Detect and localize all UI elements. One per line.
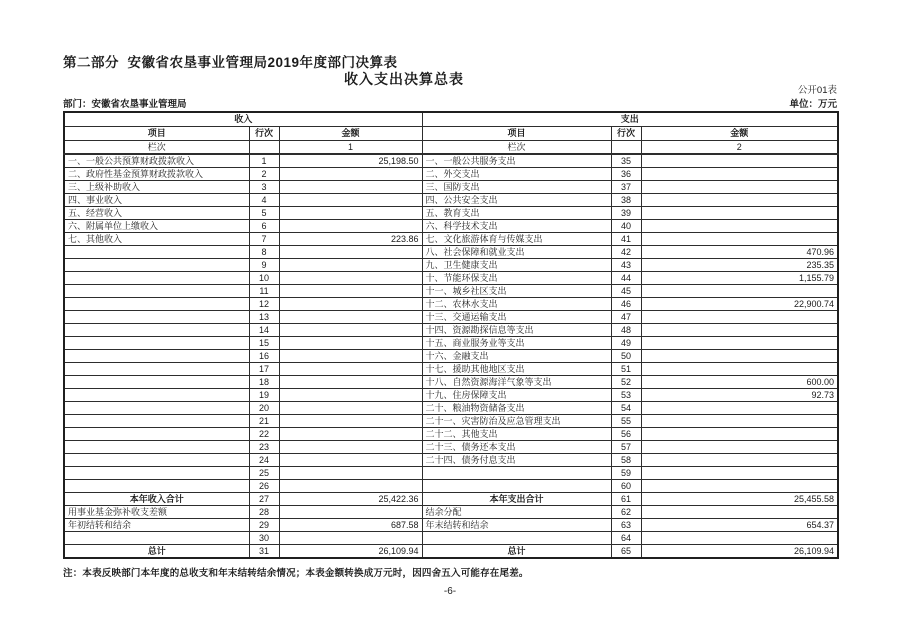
expense-line-cell: 48: [611, 324, 641, 337]
expense-amount-cell: [641, 363, 838, 376]
expense-line-cell: 51: [611, 363, 641, 376]
income-section-header: 收入: [64, 112, 422, 127]
income-line-cell: 23: [249, 441, 279, 454]
income-item-cell: 一、一般公共预算财政拨款收入: [64, 154, 249, 168]
expense-amount-cell: [641, 467, 838, 480]
department-label: 部门：安徽省农垦事业管理局: [63, 99, 187, 110]
expense-amount-cell: [641, 350, 838, 363]
income-amount-cell: [279, 415, 422, 428]
income-line-cell: 19: [249, 389, 279, 402]
income-line-cell: 26: [249, 480, 279, 493]
income-amount-cell: 25,422.36: [279, 493, 422, 506]
expense-item-cell: 二十四、债务付息支出: [422, 454, 611, 467]
income-line-cell: 10: [249, 272, 279, 285]
income-expense-summary-table: [63, 111, 839, 559]
table-row: [64, 545, 838, 559]
income-item-cell: [64, 246, 249, 259]
expense-item-cell: 总计: [422, 545, 611, 559]
income-amount-cell: 223.86: [279, 233, 422, 246]
income-item-cell: 四、事业收入: [64, 194, 249, 207]
expense-line-cell: 45: [611, 285, 641, 298]
expense-item-cell: 十一、城乡社区支出: [422, 285, 611, 298]
income-amount-cell: [279, 207, 422, 220]
income-line-cell: 3: [249, 181, 279, 194]
table-row: [64, 168, 838, 181]
expense-item-cell: 十九、住房保障支出: [422, 389, 611, 402]
expense-section-header: 支出: [422, 112, 838, 127]
income-line-cell: 6: [249, 220, 279, 233]
income-item-cell: 本年收入合计: [64, 493, 249, 506]
expense-amount-cell: 22,900.74: [641, 298, 838, 311]
column-index-row: [64, 141, 838, 155]
income-item-cell: [64, 285, 249, 298]
income-amount-cell: [279, 441, 422, 454]
table-row: [64, 506, 838, 519]
expense-amount-cell: 1,155.79: [641, 272, 838, 285]
income-amount-cell: [279, 363, 422, 376]
expense-amount-header: 金额: [641, 127, 838, 141]
expense-amount-cell: 654.37: [641, 519, 838, 532]
expense-amount-cell: [641, 220, 838, 233]
income-line-cell: 2: [249, 168, 279, 181]
expense-line-cell: 63: [611, 519, 641, 532]
income-line-cell: 25: [249, 467, 279, 480]
table-code-label: 公开01表: [797, 85, 837, 96]
income-item-cell: 用事业基金弥补收支差额: [64, 506, 249, 519]
expense-amount-cell: [641, 506, 838, 519]
expense-amount-cell: [641, 441, 838, 454]
income-column-index: 1: [279, 141, 422, 155]
expense-amount-cell: [641, 415, 838, 428]
income-line-cell: 12: [249, 298, 279, 311]
expense-item-cell: [422, 467, 611, 480]
expense-item-cell: 本年支出合计: [422, 493, 611, 506]
income-line-cell: 27: [249, 493, 279, 506]
table-row: [64, 181, 838, 194]
expense-item-cell: 十六、金融支出: [422, 350, 611, 363]
expense-amount-cell: 92.73: [641, 389, 838, 402]
income-amount-cell: [279, 246, 422, 259]
income-index-line-cell: [249, 141, 279, 155]
table-row: [64, 441, 838, 454]
expense-item-cell: 十五、商业服务业等支出: [422, 337, 611, 350]
expense-item-cell: 八、社会保障和就业支出: [422, 246, 611, 259]
table-body: [64, 154, 838, 558]
expense-item-cell: 四、公共安全支出: [422, 194, 611, 207]
income-amount-header: 金额: [279, 127, 422, 141]
income-amount-cell: [279, 285, 422, 298]
expense-amount-cell: 26,109.94: [641, 545, 838, 559]
expense-item-cell: 十三、交通运输支出: [422, 311, 611, 324]
expense-line-cell: 59: [611, 467, 641, 480]
expense-line-cell: 64: [611, 532, 641, 545]
table-row: [64, 415, 838, 428]
income-amount-cell: [279, 532, 422, 545]
income-item-cell: [64, 467, 249, 480]
table-meta-row: [63, 96, 837, 110]
expense-item-cell: 十、节能环保支出: [422, 272, 611, 285]
unit-label: 单位：万元: [789, 99, 837, 110]
expense-line-cell: 46: [611, 298, 641, 311]
expense-line-cell: 52: [611, 376, 641, 389]
income-line-cell: 17: [249, 363, 279, 376]
expense-line-cell: 61: [611, 493, 641, 506]
income-item-cell: 七、其他收入: [64, 233, 249, 246]
expense-amount-cell: [641, 532, 838, 545]
income-amount-cell: [279, 428, 422, 441]
income-line-cell: 20: [249, 402, 279, 415]
expense-item-cell: 结余分配: [422, 506, 611, 519]
income-item-cell: 年初结转和结余: [64, 519, 249, 532]
expense-line-cell: 49: [611, 337, 641, 350]
table-row: [64, 298, 838, 311]
expense-line-cell: 55: [611, 415, 641, 428]
expense-item-header: 项目: [422, 127, 611, 141]
table-title: 收入支出决算总表: [344, 71, 464, 87]
income-line-cell: 13: [249, 311, 279, 324]
income-line-cell: 18: [249, 376, 279, 389]
income-amount-cell: [279, 168, 422, 181]
expense-amount-cell: 235.35: [641, 259, 838, 272]
income-item-cell: [64, 428, 249, 441]
income-amount-cell: [279, 389, 422, 402]
income-amount-cell: 687.58: [279, 519, 422, 532]
expense-line-cell: 57: [611, 441, 641, 454]
expense-line-cell: 54: [611, 402, 641, 415]
income-amount-cell: [279, 454, 422, 467]
table-row: [64, 272, 838, 285]
expense-amount-cell: [641, 324, 838, 337]
income-amount-cell: [279, 480, 422, 493]
income-amount-cell: [279, 337, 422, 350]
expense-line-cell: 39: [611, 207, 641, 220]
income-amount-cell: [279, 272, 422, 285]
income-line-cell: 21: [249, 415, 279, 428]
income-line-cell: 22: [249, 428, 279, 441]
income-item-cell: [64, 441, 249, 454]
income-amount-cell: [279, 324, 422, 337]
table-row: [64, 363, 838, 376]
expense-amount-cell: [641, 402, 838, 415]
table-row: [64, 324, 838, 337]
expense-item-cell: 十八、自然资源海洋气象等支出: [422, 376, 611, 389]
table-row: [64, 519, 838, 532]
table-row: [64, 467, 838, 480]
expense-amount-cell: [641, 311, 838, 324]
expense-line-cell: 41: [611, 233, 641, 246]
expense-amount-cell: [641, 428, 838, 441]
expense-item-cell: 五、教育支出: [422, 207, 611, 220]
expense-amount-cell: [641, 194, 838, 207]
income-line-cell: 16: [249, 350, 279, 363]
table-row: [64, 220, 838, 233]
income-line-cell: 14: [249, 324, 279, 337]
table-row: [64, 376, 838, 389]
page-number: -6-: [443, 586, 457, 597]
income-amount-cell: [279, 220, 422, 233]
expense-amount-cell: 25,455.58: [641, 493, 838, 506]
expense-line-cell: 40: [611, 220, 641, 233]
income-amount-cell: [279, 350, 422, 363]
table-row: [64, 154, 838, 168]
expense-amount-cell: [641, 285, 838, 298]
expense-line-cell: 62: [611, 506, 641, 519]
income-amount-cell: [279, 376, 422, 389]
table-row: [64, 493, 838, 506]
expense-amount-cell: [641, 454, 838, 467]
expense-item-cell: 二十一、灾害防治及应急管理支出: [422, 415, 611, 428]
income-item-header: 项目: [64, 127, 249, 141]
expense-amount-cell: [641, 207, 838, 220]
expense-line-cell: 53: [611, 389, 641, 402]
income-line-cell: 29: [249, 519, 279, 532]
expense-line-cell: 36: [611, 168, 641, 181]
table-row: [64, 532, 838, 545]
income-item-cell: [64, 480, 249, 493]
income-line-cell: 11: [249, 285, 279, 298]
income-item-cell: [64, 454, 249, 467]
expense-line-cell: 58: [611, 454, 641, 467]
expense-item-cell: 七、文化旅游体育与传媒支出: [422, 233, 611, 246]
expense-line-cell: 37: [611, 181, 641, 194]
income-amount-cell: 26,109.94: [279, 545, 422, 559]
income-amount-cell: [279, 194, 422, 207]
expense-line-cell: 44: [611, 272, 641, 285]
expense-item-cell: 二十二、其他支出: [422, 428, 611, 441]
table-row: [64, 285, 838, 298]
income-amount-cell: [279, 298, 422, 311]
income-item-cell: [64, 337, 249, 350]
expense-item-cell: [422, 480, 611, 493]
expense-line-cell: 50: [611, 350, 641, 363]
income-item-cell: 六、附属单位上缴收入: [64, 220, 249, 233]
income-amount-cell: 25,198.50: [279, 154, 422, 168]
expense-item-cell: 十二、农林水支出: [422, 298, 611, 311]
expense-amount-cell: [641, 168, 838, 181]
expense-amount-cell: [641, 480, 838, 493]
table-row: [64, 311, 838, 324]
expense-amount-cell: [641, 154, 838, 168]
income-line-cell: 8: [249, 246, 279, 259]
income-line-cell: 7: [249, 233, 279, 246]
income-item-cell: [64, 298, 249, 311]
expense-item-cell: 二、外交支出: [422, 168, 611, 181]
income-line-cell: 9: [249, 259, 279, 272]
expense-amount-cell: [641, 337, 838, 350]
income-amount-cell: [279, 181, 422, 194]
income-index-label: 栏次: [64, 141, 249, 155]
expense-item-cell: 九、卫生健康支出: [422, 259, 611, 272]
expense-item-cell: 二十三、债务还本支出: [422, 441, 611, 454]
table-row: [64, 389, 838, 402]
expense-line-cell: 35: [611, 154, 641, 168]
income-line-cell: 30: [249, 532, 279, 545]
expense-line-cell: 60: [611, 480, 641, 493]
income-line-cell: 24: [249, 454, 279, 467]
income-item-cell: [64, 350, 249, 363]
expense-item-cell: 二十、粮油物资储备支出: [422, 402, 611, 415]
income-amount-cell: [279, 467, 422, 480]
income-item-cell: [64, 311, 249, 324]
expense-line-cell: 42: [611, 246, 641, 259]
income-item-cell: [64, 376, 249, 389]
expense-item-cell: 年末结转和结余: [422, 519, 611, 532]
income-line-cell: 5: [249, 207, 279, 220]
table-row: [64, 207, 838, 220]
expense-amount-cell: 470.96: [641, 246, 838, 259]
income-item-cell: [64, 402, 249, 415]
footnote: 注：本表反映部门本年度的总收支和年末结转结余情况；本表金额转换成万元时，因四舍五入可能存在尾差。: [63, 568, 529, 579]
income-item-cell: [64, 324, 249, 337]
expense-line-header: 行次: [611, 127, 641, 141]
expense-index-label: 栏次: [422, 141, 611, 155]
income-item-cell: [64, 389, 249, 402]
table-row: [64, 454, 838, 467]
expense-index-line-cell: [611, 141, 641, 155]
table-row: [64, 259, 838, 272]
expense-item-cell: 十四、资源勘探信息等支出: [422, 324, 611, 337]
expense-amount-cell: [641, 181, 838, 194]
income-line-cell: 1: [249, 154, 279, 168]
expense-line-cell: 56: [611, 428, 641, 441]
income-item-cell: 总计: [64, 545, 249, 559]
table-row: [64, 233, 838, 246]
income-amount-cell: [279, 402, 422, 415]
expense-item-cell: 三、国防支出: [422, 181, 611, 194]
income-item-cell: [64, 272, 249, 285]
expense-item-cell: 一、一般公共服务支出: [422, 154, 611, 168]
table-row: [64, 246, 838, 259]
expense-item-cell: [422, 532, 611, 545]
table-row: [64, 428, 838, 441]
document-title: 第二部分 安徽省农垦事业管理局2019年度部门决算表: [63, 55, 398, 70]
expense-item-cell: 十七、援助其他地区支出: [422, 363, 611, 376]
expense-amount-cell: [641, 233, 838, 246]
income-amount-cell: [279, 311, 422, 324]
income-item-cell: 五、经营收入: [64, 207, 249, 220]
income-item-cell: 二、政府性基金预算财政拨款收入: [64, 168, 249, 181]
income-amount-cell: [279, 259, 422, 272]
table-row: [64, 337, 838, 350]
income-line-cell: 15: [249, 337, 279, 350]
income-item-cell: [64, 259, 249, 272]
table-row: [64, 480, 838, 493]
table-row: [64, 194, 838, 207]
income-line-cell: 28: [249, 506, 279, 519]
expense-line-cell: 38: [611, 194, 641, 207]
table-row: [64, 402, 838, 415]
section-header-row: [64, 112, 838, 127]
income-item-cell: [64, 532, 249, 545]
expense-line-cell: 65: [611, 545, 641, 559]
income-line-header: 行次: [249, 127, 279, 141]
expense-item-cell: 六、科学技术支出: [422, 220, 611, 233]
column-header-row: [64, 127, 838, 141]
income-line-cell: 31: [249, 545, 279, 559]
expense-column-index: 2: [641, 141, 838, 155]
income-item-cell: [64, 363, 249, 376]
expense-amount-cell: 600.00: [641, 376, 838, 389]
income-amount-cell: [279, 506, 422, 519]
table-row: [64, 350, 838, 363]
income-item-cell: [64, 415, 249, 428]
expense-line-cell: 43: [611, 259, 641, 272]
expense-line-cell: 47: [611, 311, 641, 324]
income-line-cell: 4: [249, 194, 279, 207]
income-item-cell: 三、上级补助收入: [64, 181, 249, 194]
